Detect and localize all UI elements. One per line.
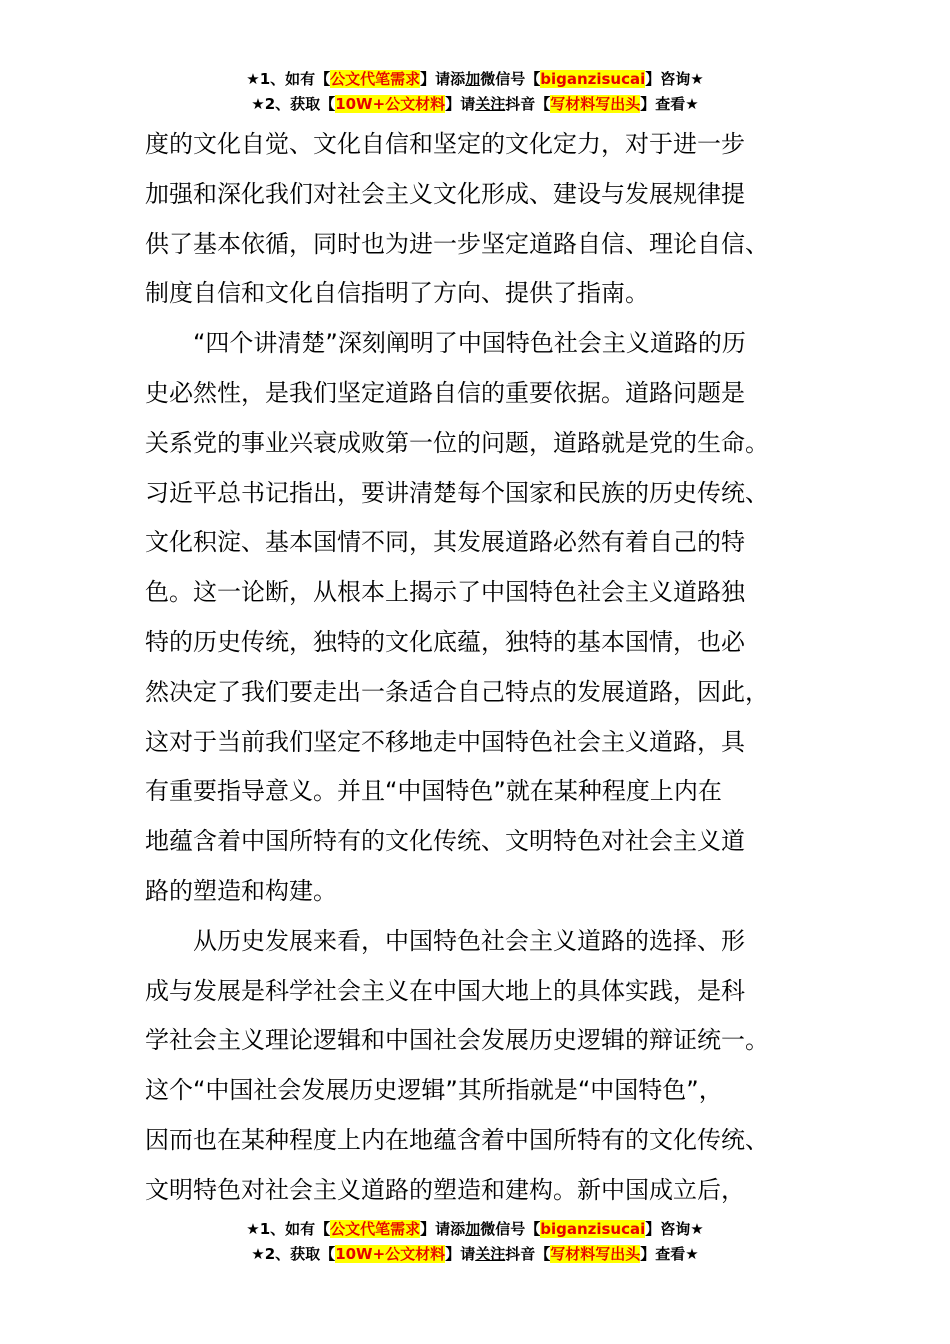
banner-line-1: ★1、如有【公文代笔需求】请添加微信号【biganzisucai】咨询★ [246,70,704,88]
text-line: 成与发展是科学社会主义在中国大地上的具体实践，是科 [145,976,745,1005]
text-line: 关系党的事业兴衰成败第一位的问题，道路就是党的生命。 [145,428,769,457]
banner-line-1: ★1、如有【公文代笔需求】请添加微信号【biganzisucai】咨询★ [246,1220,704,1238]
text-line: 史必然性，是我们坚定道路自信的重要依据。道路问题是 [145,378,745,407]
star-icon: ★ [246,70,260,88]
highlight-materials: 10W+公文材料 [335,95,446,113]
text-line: 制度自信和文化自信指明了方向、提供了指南。 [145,279,649,308]
document-body [145,120,805,1216]
highlight-douyin: 写材料写出头 [550,95,641,113]
footer-banner [0,1217,950,1267]
text-line: 学社会主义理论逻辑和中国社会发展历史逻辑的辩证统一。 [145,1026,769,1055]
text-line: 文明特色对社会主义道路的塑造和建构。新中国成立后， [145,1175,745,1204]
highlight-wechat-id: biganzisucai [540,1220,646,1238]
text-line: 这对于当前我们坚定不移地走中国特色社会主义道路，具 [145,727,745,756]
text-line: 度的文化自觉、文化自信和坚定的文化定力，对于进一步 [145,130,745,158]
text-line: 这个“中国社会发展历史逻辑”其所指就是“中国特色”， [145,1076,723,1105]
highlight-materials: 10W+公文材料 [335,1245,446,1263]
text-line: 路的塑造和构建。 [145,876,337,905]
highlight-service: 公文代笔需求 [330,1220,421,1238]
banner-line-2: ★2、获取【10W+公文材料】请关注抖音【写材料写出头】查看★ [251,95,699,113]
text-line: 特的历史传统，独特的文化底蕴，独特的基本国情，也必 [145,627,745,656]
header-banner [0,67,950,117]
banner-line-2: ★2、获取【10W+公文材料】请关注抖音【写材料写出头】查看★ [251,1245,699,1263]
text-line: 供了基本依循，同时也为进一步坚定道路自信、理论自信、 [145,229,769,258]
star-icon: ★ [246,1220,260,1238]
text-line: 然决定了我们要走出一条适合自己特点的发展道路，因此， [145,677,769,706]
text-line: 因而也在某种程度上内在地蕴含着中国所特有的文化传统、 [145,1125,769,1154]
text-line: 文化积淀、基本国情不同，其发展道路必然有着自己的特 [145,528,745,557]
text-line: “四个讲清楚”深刻阐明了中国特色社会主义道路的历 [193,329,746,358]
star-icon: ★ [251,95,265,113]
text-line: 从历史发展来看，中国特色社会主义道路的选择、形 [193,926,745,955]
text-line: 有重要指导意义。并且“中国特色”就在某种程度上内在 [145,777,722,806]
highlight-wechat-id: biganzisucai [540,70,646,88]
star-icon: ★ [251,1245,265,1263]
highlight-service: 公文代笔需求 [330,70,421,88]
text-line: 加强和深化我们对社会主义文化形成、建设与发展规律提 [145,179,745,208]
text-line: 地蕴含着中国所特有的文化传统、文明特色对社会主义道 [145,827,745,856]
highlight-douyin: 写材料写出头 [550,1245,641,1263]
text-line: 色。这一论断，从根本上揭示了中国特色社会主义道路独 [145,578,745,607]
text-line: 习近平总书记指出，要讲清楚每个国家和民族的历史传统、 [145,478,769,507]
